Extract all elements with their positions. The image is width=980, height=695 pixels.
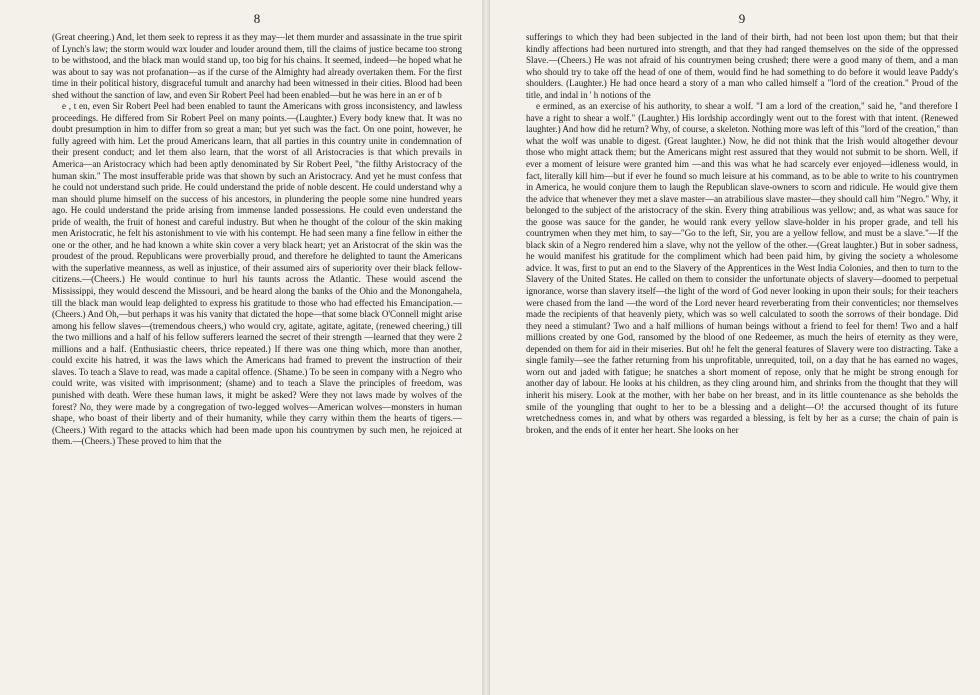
- page-number: 9: [738, 11, 746, 26]
- book-gutter: [482, 0, 490, 695]
- page-left: [0, 0, 482, 695]
- paragraph: (Great cheering.) And, let them seek to repress it as they may—let them murder and assassinate in the true spirit of Lynch's law; the storm would wax louder and louder around them, till the claims of justice became too strong to be withstood, and the black man would stand up, too big for his chains. It seemed, indeed—he hoped what he was about to say was not profanation—as if the curse of the Almighty had already overtaken them. For the first time in their political history, disgraceful tumult and anarchy had been witnessed in their cities. Blood had been shed without the sanction of law, and even Sir Robert Peel had been enabled—but he was here in an er of b: [52, 32, 462, 100]
- page-number: 8: [253, 11, 261, 26]
- page-right: [490, 0, 980, 695]
- text-column: [52, 32, 462, 694]
- paragraph: e , t en, even Sir Robert Peel had been enabled to taunt the Americans with gross inconsistency, and lawless proceedings. He differed from Sir Robert Peel on many points.—(Laughter.) Every body knew that. It was no doubt presumption in him to differ from so great a man; but yet such was the fact. On one point, however, he fully agreed with him. Let the proud Americans learn, that all parties in this country unite in condemnation of their present conduct; and let them also learn, that the worst of all Aristocracies is that which prevails in America—an Aristocracy which had been aptly denominated by Sir Robert Peel, "the filthy Aristocracy of the human skin." The most insufferable pride was that shown by such an Aristocracy. And yet he must confess that he could not understand such pride. He could understand the pride of noble descent. He could understand why a man should plume himself on the success of his ancestors, in plundering the people some nine hundred years ago. He could understand the pride arising from immense landed possessions. He could even understand the pride of wealth, the fruit of honest and careful industry. But when he thought of the colour of the skin making men Aristocratic, he felt his astonishment to vie with his contempt. He had seen many a fine fellow in either the one or the other, and he had known a white skin cover a very black heart; yet an Aristocrat of the skin was the proudest of the proud. Republicans were proverbially proud, and therefore he delighted to taunt the Americans with the superlative meanness, as well as injustice, of their assumed airs of superiority over their black fellow-citizens.—(Cheers.) He would continue to hurl his taunts across the Atlantic. These would ascend the Mississippi, they would descend the Missouri, and be heard along the banks of the Ohio and the Monongahela, till the black man would leap delighted to express his gratitude to those who had effected his Emancipation.—(Cheers.) And Oh,—but perhaps it was his vanity that dictated the hope—that some black O'Connell might arise among his fellow slaves—(tremendous cheers,) who would cry, agitate, agitate, agitate, (renewed cheering,) till the two millions and a half of his fellow sufferers learned the secret of their strength —learned that they were 2 millions and a half. (Enthusiastic cheers, thrice repeated.) If there was one thing which, more than another, could excite his hatred, it was the laws which the Americans had framed to prevent the instruction of their slaves. To teach a Slave to read, was made a capital offence. (Shame.) To be seen in company with a Negro who could write, was visited with imprisonment; (shame) and to teach a Slave the principles of freedom, was punished with death. Were these human laws, it might be asked? Were they not laws made by wolves of the forest? No, they were made by a congregation of two-legged wolves—American wolves—monsters in human shape, who boast of their liberty and of their humanity, while they carry within them the hearts of tigers.—(Cheers.) With regard to the attacks which had been made upon his countrymen by such men, he rejoiced at them.—(Cheers.) These proved to him that the: [52, 101, 462, 447]
- text-column: [526, 32, 958, 694]
- paragraph: sufferings to which they had been subjected in the land of their birth, had not been lost upon them; but that their kindly affections had been nurtured into strength, and that they had ranged themselves on the side of the oppressed Slave.—(Cheers.) He was not afraid of his countrymen being crushed; there were a good many of them, and a man who should try to take off the head of one of them, would find he had something to do before it would leave Paddy's shoulders. (Laughter.) He had once heard a story of a man who called himself a "lord of the creation." Proud of the title, and indal in ' h notions of the: [526, 32, 958, 100]
- paragraph: e ermined, as an exercise of his authority, to shear a wolf. "I am a lord of the creation," said he, "and therefore I have a right to shear a wolf." (Laughter.) His lordship accordingly went out to the forest with that intent. (Renewed laughter.) And how did he return? Why, of course, a skeleton. Nothing more was left of this "lord of the creation," than what the wolf was unable to digest. (Great laughter.) Now, he did not think that the Irish would altogether devour those who might attack them; but the Americans might rest assured that they would not submit to be shorn. Well, if ever a moment of leisure were granted him —and this was what he had scarcely ever enjoyed—idleness would, in fact, literally kill him—but if ever he found so much leisure at his command, as to be able to write to his countrymen in America, he would conjure them to laugh the Republican slave-owners to scorn and ridicule. He would give them the advice that whenever they met a slave master—an atrabilious slave master—they should call him "Negro." Why, it belonged to the subject of the aristocracy of the skin. Every thing atrabilious was yellow; and, as what was sauce for the goose was sauce for the gander, he would rank every yellow slave-holder in his proper grade, and tell his countrymen when they met him, to say—"Go to the left, Sir, you are a yellow fellow, and must be a slave."—If the black skin of a Negro rendered him a slave, why not the yellow of the other.—(Great laughter.) But in sober sadness, he would manifest his gratitude for the compliment which had been paid him, by giving the society a wholesome advice. It was, first to put an end to the Slavery of the Apprentices in the West India Colonies, and then to turn to the Slavery of the United States. He called on them to consider the unfortunate objects of slavery—doomed to perpetual ignorance, worse than slavery itself—the light of the word of God never looking in upon their souls; for their teachers were chased from the land —the word of the Lord never heard reverberating from their conventicles; nor themselves made the recipients of that heavenly piety, which was so well calculated to sooth the sorrows of their bondage. Did they need a stimulant? Two and a half millions of human beings without a friend to feel for them! Two and a half millions created by one God, ransomed by the blood of one Redeemer, as much the heirs of eternity as they were, depended on them for aid in their miseries. But oh! he felt the general features of Slavery were too distracting. Take a single family—see the father returning from his unprofitable, unrequited, toil, on a day that he has earned no wages, worn out and jaded with fatigue; he snatches a short moment of repose, only that he might be strong enough for another day of labour. He looks at his children, as they cling around him, and shrinks from the thought that they will inherit his misery. Look at the mother, with her babe on her breast, and in its little countenance as she beholds the smile of the youngling that ought to her to be a blessing and a delight—O! the accursed thought of its future wretchedness comes in, and what by others was regarded a blessing, is felt by her as a curse; the chain of pain is broken, and the ends of it enter her heart. She looks on her: [526, 101, 958, 435]
